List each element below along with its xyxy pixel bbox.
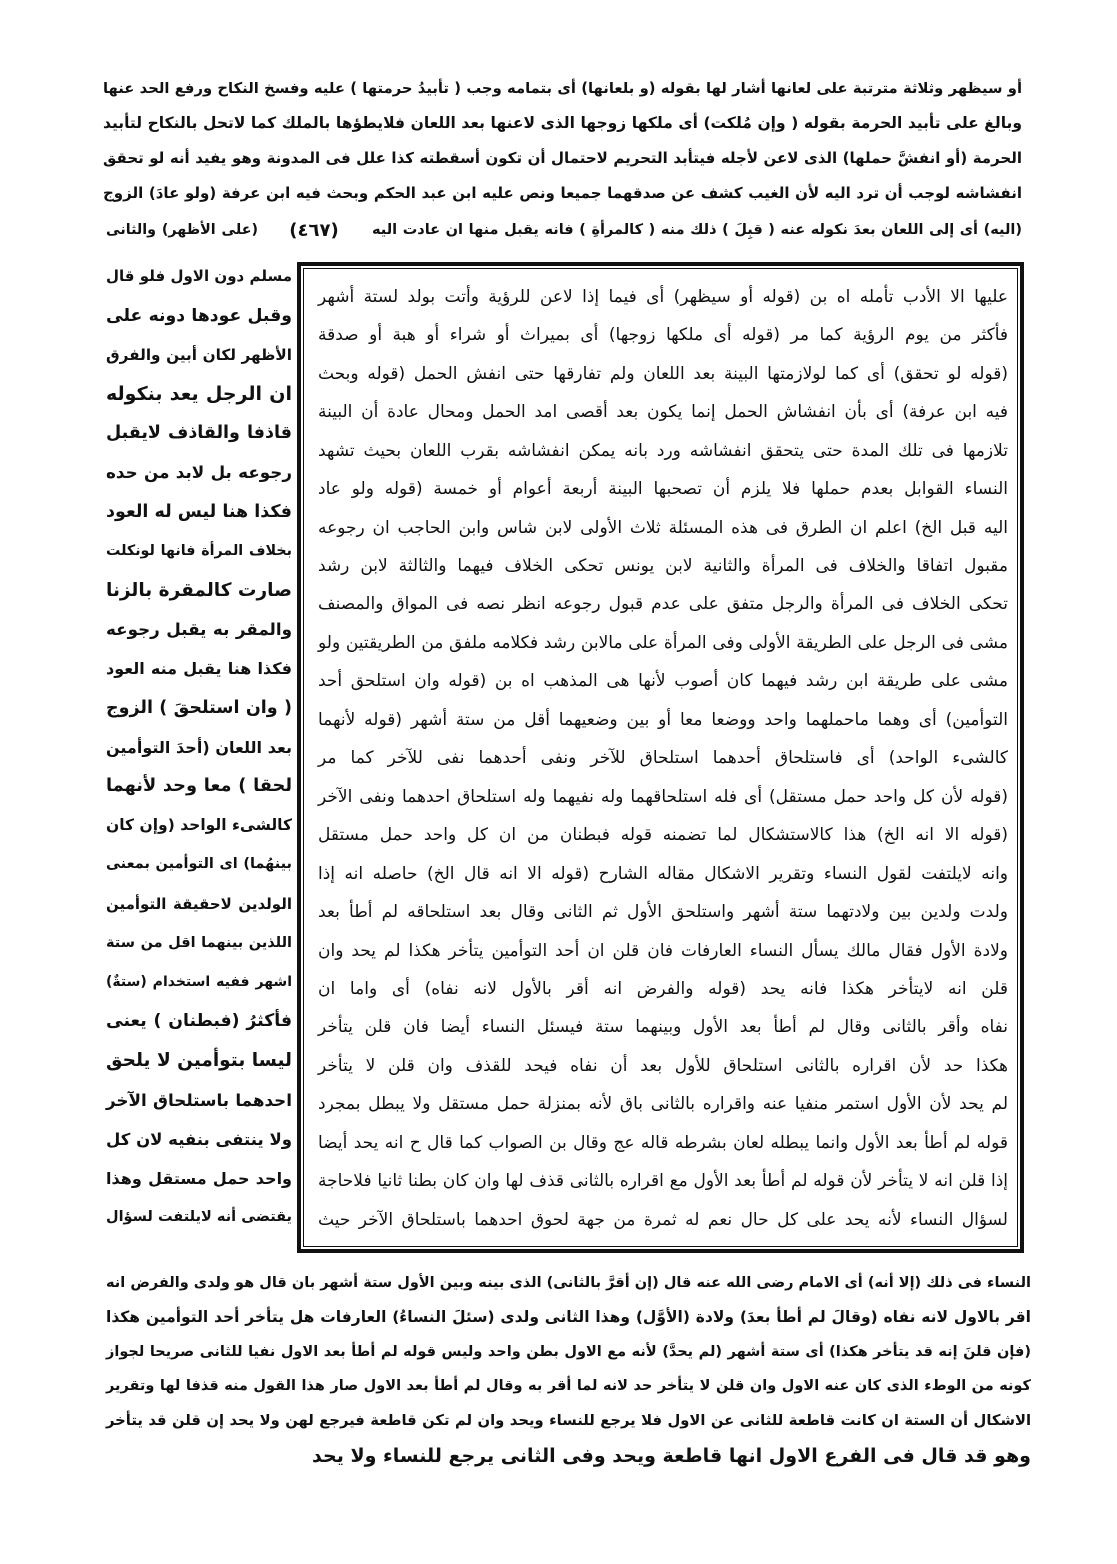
commentary-line: مقبول اتفاقا والخلاف فى المرأة والثانية لابن يونس تحكى الخلاف فيهما والثالثة لابن رشد [318, 555, 1008, 576]
commentary-line: هكذا حد لأن اقراره بالثانى استلحاق للأول بعد أن نفاه فيحد للقذف وان قلن لا يتأخر [318, 1055, 1008, 1076]
commentary-line: إذا قلن انه لا يتأخر لأن قوله لم أطأ بعد الأول مع اقراره بالثانى قذف لها وان كان بطنا ثانيا فلاحاجة [318, 1171, 1008, 1192]
commentary-line: كالشىء الواحد) أى فاستلحاق أحدهما استلحاق للآخر ونفى أحدهما نفى للآخر كما مر [318, 748, 1008, 769]
commentary-line: النساء القوابل بعدم حملها فلا يلزم أن تصحبها البينة أربعة أعوام أو خمسة (قوله ولو عاد [318, 479, 1008, 500]
side-column-line: احدهما باستلحاق الآخر [106, 1089, 292, 1110]
side-column-line: يقتضى أنه لايلتفت لسؤال [106, 1209, 292, 1226]
main-text-line: وبالغ على تأبيد الحرمة بقوله ( وإن مُلكت) أى ملكها زوجها الذى لاعنها بعد اللعان فلايطؤها بالملك كما لاتحل بالنكاح لتأبيد [103, 114, 1022, 132]
side-column-line: ولا ينتفى بنفيه لان كل [106, 1129, 292, 1149]
commentary-line: قلن انه لايتأخر هكذا فانه يحد (قوله والفرض انه أقر بالأول لانه نفاه) أى واما ان [318, 978, 1008, 999]
side-column-line: والمقر به يقبل رجوعه [106, 619, 292, 640]
side-column-line: فأكثرُ (فبطنان ) يعنى [106, 1011, 292, 1032]
main-text-line: وهو قد قال فى الفرع الاول انها قاطعة ويحد وفى الثانى يرجع للنساء ولا يحد [312, 1444, 1031, 1467]
side-column-line: بينهُما) اى التوأمين بمعنى [106, 856, 292, 873]
side-column-line: لحقا ) معا وحد لأنهما [106, 776, 292, 797]
side-column-line: واحد حمل مستقل وهذا [106, 1169, 292, 1189]
commentary-line: وانه لايلتفت لقول النساء وتقرير الاشكال مقاله الشارح (قوله الا انه قال الخ) حاصله انه إذا [318, 863, 1008, 884]
side-column-line: اشهر ففيه استخدام (ستةٌ) [106, 974, 292, 991]
side-column-line: مسلم دون الاول فلو قال [106, 267, 292, 286]
commentary-line: (قوله الا انه الخ) هذا كالاستشكال لما تضمنه قوله فبطنان من ان كل واحد حمل مستقل [318, 825, 1008, 846]
side-column-heading [106, 213, 258, 248]
side-column-line: الولدين لاحقيقة التوأمين [106, 894, 292, 913]
commentary-line: فيه ابن عرفة) أى بأن انفشاش الحمل إنما يكون بعد أقصى امد الحمل ومحال عادة أن البينة [318, 402, 1008, 423]
main-text-line: (فإن قلنَ إنه قد يتأخر هكذا) أى ستة أشهر (لم يحدَّ) لأنه مع الاول بطن واحد وليس قوله لم أطأ بعد الاول نفيا للثانى صريحا لجواز [106, 1343, 1031, 1360]
side-column-line: وقبل عودها دونه على [106, 305, 292, 326]
commentary-line: ولدت ولدين بين ولادتهما ستة أشهر واستلحق الأول ثم الثانى وقال بعد استلحاقه لم أطأ بعد [318, 902, 1008, 923]
side-column-line: (على الأظهر) والثانى [106, 222, 258, 238]
commentary-line: لسؤال النساء لأنه يحد على كل حال نعم له ثمرة من جهة لحوق احدهما باستلحاق الآخر حيث [318, 1209, 1008, 1230]
side-column-line: قاذفا والقاذف لايقبل [106, 423, 292, 444]
commentary-line: مشى على طريقة ابن رشد فيهما كان أصوب لأنها هى المذهب اه بن (قوله وان استلحق أحد [318, 671, 1008, 692]
main-text-line-with-page-number [372, 213, 1022, 248]
page-number-holder [286, 213, 342, 248]
main-text-line: الحرمة (أو انفشَّ حملها) الذى لاعن لأجله فيتأبد التحريم لاحتمال أن تكون أسقطته كذا علل فى المدونة وهو يفيد أنه لو تحقق [103, 149, 1022, 167]
side-column-line: كالشىء الواحد (وإن كان [106, 816, 292, 835]
commentary-line: (قوله لأن كل واحد حمل مستقل) أى فله استلحاقهما وله نفيهما وله استلحاق احدهما ونفى الآخر [318, 786, 1008, 807]
side-column-line: الأظهر لكان أبين والفرق [106, 345, 292, 364]
main-text-bottom [106, 1266, 1031, 1474]
commentary-line: عليها الا الأدب تأمله اه بن (قوله أو سيظهر) أى فيما إذا لاعن للرؤية وأتت بولد لستة أشهر [318, 286, 1008, 307]
commentary-line: فأكثر من يوم الرؤية كما مر (قوله أى ملكها زوجها) أى بميراث أو شراء أو هبة أو صدقة [318, 325, 1008, 346]
main-text-line: (اليه) أى إلى اللعان بعدَ نكوله عنه ( قبِلَ ) ذلك منه ( كالمرأةِ ) فانه يقبل منها ان عادت اليه [372, 222, 1022, 238]
side-column-line: ( وان استلحقَ ) الزوج [106, 697, 292, 718]
main-text-line: أو سيظهر وثلاثة مترتبة على لعانها أشار لها بقوله (و بلعانها) أى بتمامه وجب ( تأبيدُ حرمتها ) عليه وفسخ النكاح ورفع الحد عنها [103, 80, 1022, 97]
page-number: (٤٦٧) [289, 220, 339, 241]
commentary-line: لم يحد لأن الأول استمر منفيا عنه واقراره بالثانى باق لأنه بمنزلة حمل مستقل ولا يبطل بمجرد [318, 1094, 1008, 1115]
commentary-line: ولادة الأول فقال مالك يسأل النساء العارفات فان قلن ان أحد التوأمين يتأخر هكذا لم يحد وان [318, 940, 1008, 961]
side-column [106, 257, 292, 1237]
commentary-line: اليه قبل الخ) اعلم ان الطرق فى هذه المسئلة ثلاث الأولى لابن شاس وابن الحاجب ان رجوعه [318, 517, 1008, 538]
commentary-line: تحكى الخلاف فى المرأة والرجل متفق على عدم قبول رجوعه انظر نصه فى المواق والمصنف [318, 594, 1008, 615]
main-text-line: كونه من الوطء الذى كان عنه الاول وان قلن لا يتأخر حد لانه لما أقر به وقال لم أطأ بعد الاول صار هذا القول منه قذفا لها وتقرير [106, 1378, 1031, 1395]
side-column-line: اللذين بينهما اقل من ستة [106, 934, 292, 951]
side-column-line: فكذا هنا ليس له العود [106, 501, 292, 522]
side-column-line: ليسا بتوأمين لا يلحق [106, 1050, 292, 1072]
side-column-line: رجوعه بل لابد من حده [106, 462, 292, 483]
side-column-line: صارت كالمقرة بالزنا [106, 580, 292, 602]
commentary-box [297, 262, 1024, 1253]
side-column-line: فكذا هنا يقبل منه العود [106, 659, 292, 679]
commentary-line: قوله لم أطأ بعد الأول وانما يبطله لعان بشرطه قاله عج وقال بن الصواب كما قال ح انه يحد أيضا [318, 1132, 1008, 1153]
commentary-line: التوأمين) أى وهما ماحملهما واحد ووضعا معا أو بين وضعيهما أقل من ستة أشهر (قوله لأنهما [318, 709, 1008, 730]
main-text-line: النساء فى ذلك (إلا أنه) أى الامام رضى الله عنه قال (إن أقرَّ بالثانى) الذى بينه وبين الأول ستة أشهر بان قال هو ولدى والفرض انه [106, 1274, 1031, 1291]
commentary-line: (قوله لو تحقق) أى كما لولازمتها البينة بعد اللعان ولم تفارقها حتى انفش الحمل (قوله وبحث [318, 363, 1008, 384]
side-column-line: بخلاف المرأة فانها لونكلت [106, 542, 292, 559]
commentary-line: تلازمها فى تلك المدة حتى يتحقق انفشاشه ورد بانه يمكن انفشاشه بقرب اللعان بحيث تشهد [318, 440, 1008, 461]
commentary-line: مشى فى الرجل على الطريقة الأولى وفى المرأة على مالابن رشد فكلامه ملفق من الطريقتين ولو [318, 632, 1008, 653]
commentary-line: نفاه وأقر بالثانى وقال لم أطأ بعد الأول وبينهما ستة فيسئل النساء أيضا فان قلن يتأخر [318, 1017, 1008, 1038]
main-text-line: انفشاشه لوجب أن ترد اليه لأن الغيب كشف عن صدقهما جميعا ونص عليه ابن عبد الحكم وبحث فيه ابن عرفة (ولو عادَ) الزوج [103, 184, 1022, 202]
side-column-line: ان الرجل يعد بنكوله [106, 383, 292, 405]
commentary-text [318, 278, 1008, 1239]
main-text-line: اقر بالاول لانه نفاه (وقالَ لم أطأ بعدَ) ولادة (الأوَّل) وهذا الثانى ولدى (سئلَ النساءُ) العارفات هل يتأخر أحد التوأمين هكذا [106, 1308, 1031, 1327]
main-text-top [103, 71, 1022, 211]
main-text-line: الاشكال أن الستة ان كانت قاطعة للثانى عن الاول فلا يرجع للنساء ويحد وان لم تكن قاطعة فيرجع لهن ولا يحد إن قلن قد يتأخر [106, 1412, 1031, 1430]
side-column-line: بعد اللعان (أحدَ التوأمين [106, 737, 292, 757]
